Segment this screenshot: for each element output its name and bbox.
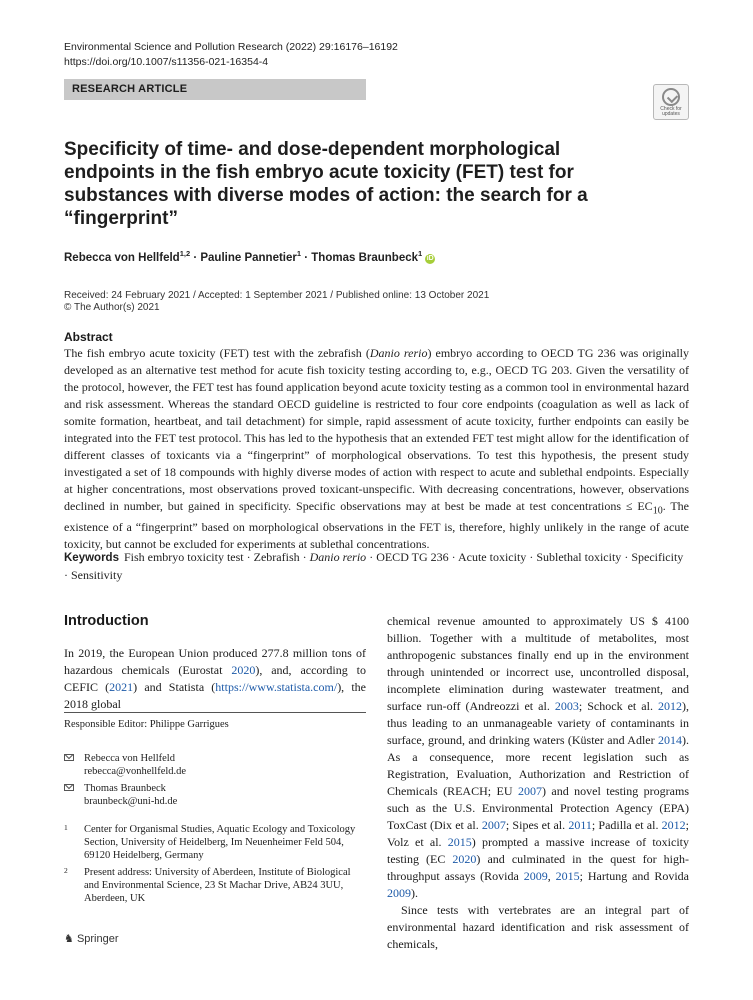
author-name[interactable]: Pauline Pannetier [200,251,297,264]
keyword: Fish embryo toxicity test [123,550,244,564]
copyright-notice: © The Author(s) 2021 [64,302,160,313]
affiliation [64,866,366,905]
citation-link[interactable]: 2007 [517,784,542,798]
text-run: . The existence of a “fingerprint” based on morphological observations in the FET is, therefore, highly unlikely in the range of acute toxicity, but cannot be excluded for experiments at sublethal concentrations. [64,499,689,552]
citation-link[interactable]: 2009 [523,869,548,883]
section-heading-introduction: Introduction [64,613,149,629]
citation-link[interactable]: 2011 [568,818,592,832]
abstract-heading: Abstract [64,330,113,344]
text-run: In 2019, the European Union produced 277.8 million tons of hazardous chemicals (Eurostat [64,646,366,677]
affiliation-number: 2 [64,866,68,875]
text-run: ) and novel testing programs such as the U.S. Environmental Protection Agency (EPA) ToxCast (Dix et al. [387,784,689,832]
keyword-separator: · [621,550,632,564]
affiliation-text: Present address: University of Aberdeen, Institute of Biological and Environmental Science, 23 St Machar Drive, AB24 3UU, Aberdeen, UK [84,867,351,904]
keyword: Zebrafish [253,550,300,564]
author-separator: · [190,251,201,264]
text-run: ). [411,886,418,900]
text-run: ; Hartung and Rovida [579,869,689,883]
doi-link[interactable]: https://doi.org/10.1007/s11356-021-16354-4 [64,56,269,68]
orcid-icon[interactable]: iD [426,254,434,262]
keywords-heading: Keywords [64,552,119,564]
mail-icon [64,784,74,791]
citation-link[interactable]: 2020 [452,852,477,866]
citation-link[interactable]: 2009 [387,886,411,900]
keyword-separator: · [243,550,254,564]
text-run: ; Schock et al. [578,699,658,713]
author-name[interactable]: Rebecca von Hellfeld [64,251,180,264]
keyword: Sensitivity [71,568,123,582]
keyword-separator: · [299,550,310,564]
journal-citation: Environmental Science and Pollution Research (2022) 29:16176–16192 [64,41,398,53]
publisher-name: Springer [76,933,119,945]
author-name[interactable]: Thomas Braunbeck [311,251,419,264]
citation-link[interactable]: 2014 [658,733,682,747]
text-run: ), the 2018 global [64,680,366,711]
mail-icon [64,754,74,761]
keyword: OECD TG 236 [376,550,449,564]
keyword-separator: · [526,550,537,564]
text-run: ; Sipes et al. [505,818,569,832]
article-type-label: RESEARCH ARTICLE [64,79,366,100]
text-run: ), thus leading to an unmanageable variety of contaminants in surface, ground, and drinking waters (Küster and Adler [387,699,689,747]
text-run: The fish embryo acute toxicity (FET) test with the zebrafish ( [64,346,370,360]
contact-email-link[interactable]: rebecca@vonhellfeld.de [84,766,187,777]
text-run: Since tests with vertebrates are an integral part of environmental hazard identification and risk assessment of chemicals, [387,903,689,951]
publisher-logo [64,932,119,945]
text-run: ). As a consequence, more recent legislation such as Registration, Evaluation, Authorization and Restriction of Chemicals (REACH; EU [387,733,689,798]
affiliation [64,823,366,862]
author-separator: · [301,251,312,264]
text-run: , [547,869,556,883]
citation-link[interactable]: 2003 [554,699,579,713]
introduction-column-right [387,613,689,953]
keyword: Specificity [631,550,684,564]
author-affiliation-marker: 1,2 [179,249,191,258]
check-for-updates-label: Check for updates [660,106,682,117]
affiliation-text: Center for Organismal Studies, Aquatic Ecology and Toxicology Section, University of Heidelberg, Im Neuenheimer Feld 504, 69120 Heidelberg, Germany [84,824,356,861]
subscript: 10 [652,505,663,517]
text-run: ) and culminated in the quest for high-throughput assays (Rovida [387,852,689,883]
citation-link[interactable]: 2012 [658,699,682,713]
footnote-divider [64,712,366,713]
keyword-separator: · [64,568,71,582]
affiliation-number: 1 [64,823,68,832]
keyword-items [64,550,683,582]
author-list [64,249,435,264]
citation-link[interactable]: https://www.statista.com/ [215,680,338,694]
introduction-paragraph [387,902,689,953]
contact-email-link[interactable]: braunbeck@uni-hd.de [84,796,178,807]
springer-horse-icon: ♞ [64,933,74,945]
italic-term: Danio rerio [369,346,428,360]
citation-link[interactable]: 2015 [555,869,580,883]
keyword: Sublethal toxicity [536,550,622,564]
article-title: Specificity of time- and dose-dependent morphological endpoints in the fish embryo acute toxicity (FET) test for substances with diverse modes of action: the search for a “fingerprint” [64,139,588,229]
text-run: ), and, according to CEFIC ( [64,663,367,694]
text-run: chemical revenue amounted to approximately US $ 4100 billion. Together with a multitude of metabolites, most anthropogenic substances finally end up in the environment through unintended or incorrect use, uncontrolled disposal, incomplete elimination during wastewater treatment, and surface run-off (Andreozzi et al. [387,614,689,713]
contact-name: Thomas Braunbeck [84,783,166,794]
introduction-paragraph [64,645,366,713]
keyword: Acute toxicity [457,550,527,564]
text-run: ) embryo according to OECD TG 236 was originally developed as an alternative test method for acute fish toxicity testing according to, e.g., OECD TG 203. Given the versatility of the protocol, however, the FET test has found application beyond acute toxicity testing as a common tool in environmental hazard and risk assessment. Whereas the standard OECD guideline is restricted to four core endpoints (coagulation as well as lack of somite formation, heartbeat, and tail detachment) for simple, rapid assessment of acute toxicity, further endpoints can easily be integrated into the FET test protocol. This has led to the hypothesis that an extended FET test might allow for the identification of different classes of toxicants via a “fingerprint” of morphological observations. To test this hypothesis, the present study investigated a set of 18 compounds with highly diverse modes of action with respect to acute and sublethal endpoints. Especially at higher concentrations, most observations proved toxicant-unspecific. With decreasing concentrations, however, observations declined in number, but gained in specificity. Specific observations may at best be made at test concentrations ≤ EC [64,346,690,513]
text-run: ) and Statista ( [133,680,216,694]
author-affiliation-marker: 1 [296,249,302,258]
text-run: ) prompted a massive increase of toxicity testing (EC [387,835,690,866]
check-for-updates-badge[interactable] [653,84,689,120]
abstract-text [64,345,689,553]
keyword-separator: · [448,550,458,564]
author-affiliation-marker: 1 [418,249,423,258]
publication-dates: Received: 24 February 2021 / Accepted: 1 September 2021 / Published online: 13 October 2021 [64,290,490,301]
text-run: ; Padilla et al. [591,818,662,832]
check-mark-icon [662,88,680,106]
citation-link[interactable]: 2007 [481,818,506,832]
keywords-list [64,549,689,584]
keyword: Danio rerio [309,550,367,564]
responsible-editor: Responsible Editor: Philippe Garrigues [64,719,229,730]
citation-link[interactable]: 2015 [447,835,472,849]
introduction-paragraph [387,613,689,902]
citation-link[interactable]: 2020 [231,663,256,677]
citation-link[interactable]: 2012 [661,818,686,832]
citation-link[interactable]: 2021 [109,680,134,694]
text-run: ; Volz et al. [387,818,689,849]
contact-name: Rebecca von Hellfeld [84,753,175,764]
keyword-separator: · [366,550,377,564]
